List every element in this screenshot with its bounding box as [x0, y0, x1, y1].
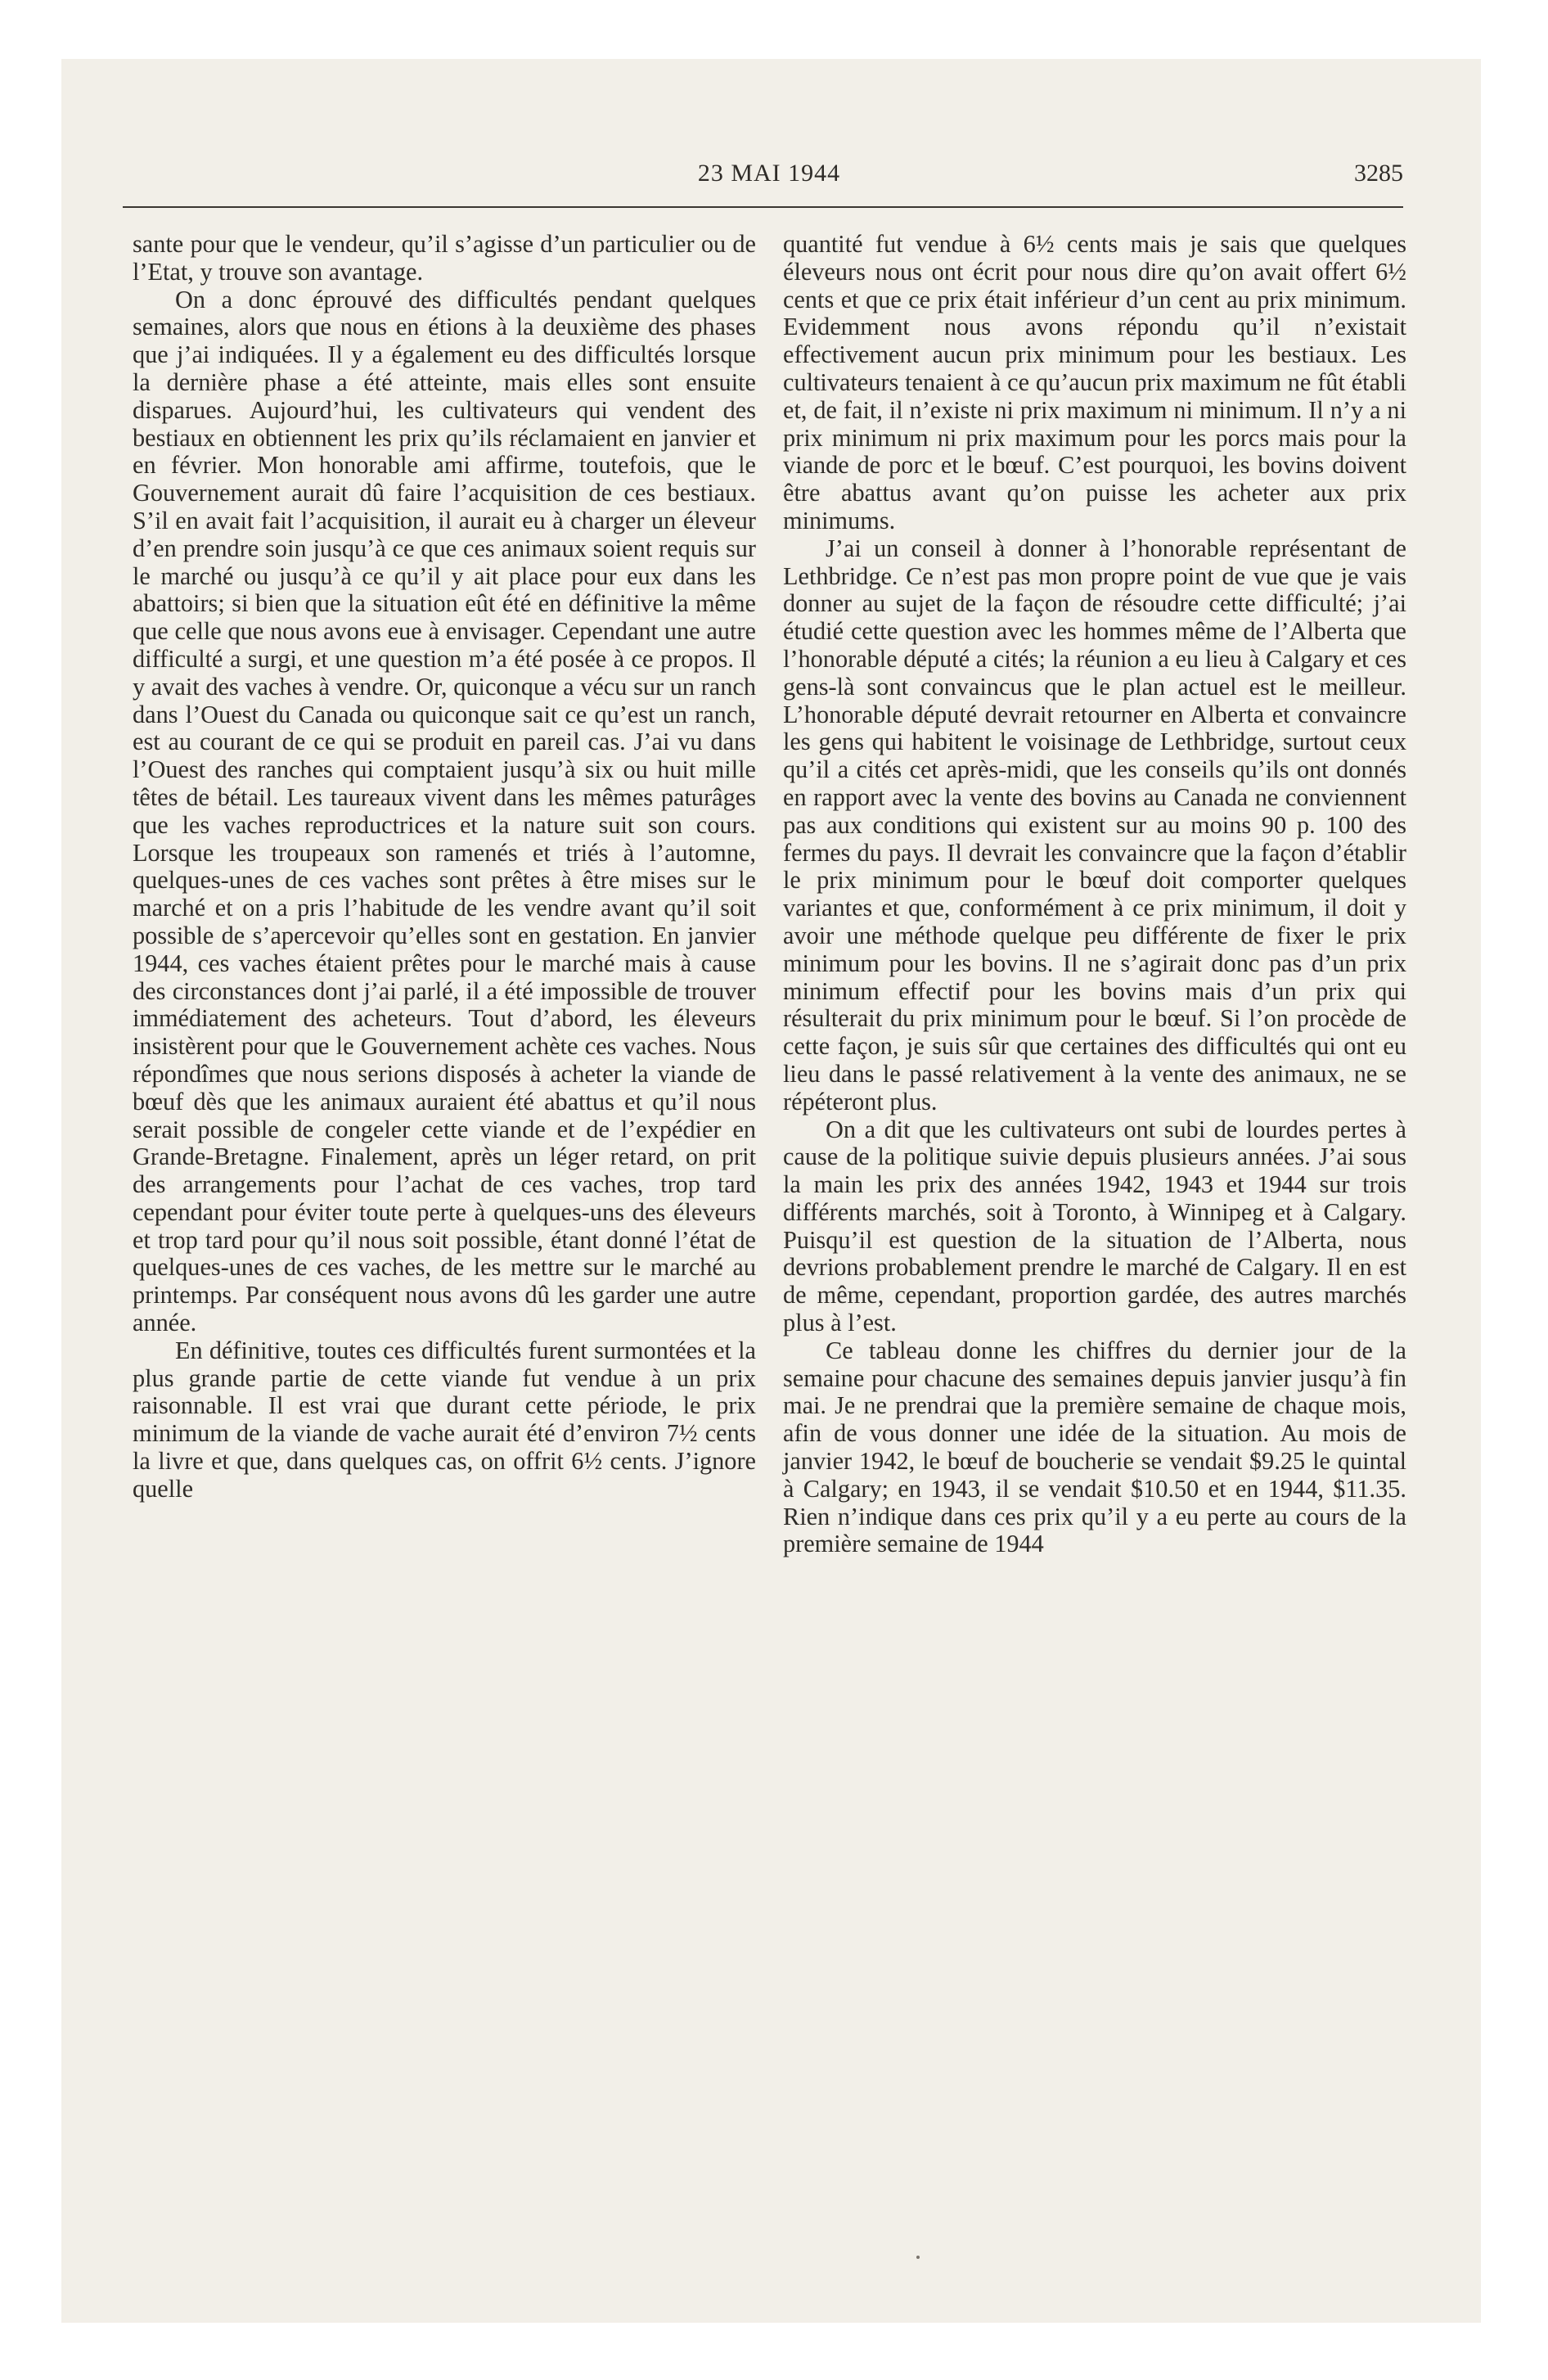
header-rule: [123, 206, 1403, 208]
paragraph: quantité fut vendue à 6½ cents mais je sais que quelques éleveurs nous ont écrit pour nous dire qu’on avait offert 6½ cents et que ce prix était inférieur d’un cent au prix minimum. Evidemment nous avons répondu qu’il n’existait effectivement aucun prix minimum pour les bestiaux. Les cultivateurs tenaient à ce qu’aucun prix maximum ne fût établi et, de fait, il n’existe ni prix maximum ni minimum. Il n’y a ni prix minimum ni prix maximum pour les porcs mais pour la viande de porc et le bœuf. C’est pourquoi, les bovins doivent être abattus avant qu’on puisse les acheter aux prix minimums.: [783, 230, 1406, 534]
paragraph: On a dit que les cultivateurs ont subi de lourdes pertes à cause de la politique suivie depuis plusieurs années. J’ai sous la main les prix des années 1942, 1943 et 1944 sur trois différents marchés, soit à Toronto, à Winnipeg et à Calgary. Puisqu’il est question de la situation de l’Alberta, nous devrions probablement prendre le marché de Calgary. Il en est de même, cependant, proportion gardée, des autres marchés plus à l’est.: [783, 1115, 1406, 1337]
paragraph: On a donc éprouvé des difficultés pendant quelques semaines, alors que nous en étions à la deuxième des phases que j’ai indiquées. Il y a également eu des difficultés lorsque la dernière phase a été atteinte, mais elles sont ensuite disparues. Aujourd’hui, les cultivateurs qui vendent des bestiaux en obtiennent les prix qu’ils réclamaient en janvier et en février. Mon honorable ami affirme, toutefois, que le Gouvernement aurait dû faire l’acquisition de ces bestiaux. S’il en avait fait l’acquisition, il aurait eu à charger un éleveur d’en prendre soin jusqu’à ce que ces animaux soient requis sur le marché ou jusqu’à ce qu’il y ait place pour eux dans les abattoirs; si bien que la situation eût été en définitive la même que celle que nous avons eue à envisager. Cependant une autre difficulté a surgi, et une question m’a été posée à ce propos. Il y avait des vaches à vendre. Or, quiconque a vécu sur un ranch dans l’Ouest du Canada ou quiconque sait ce qu’est un ranch, est au courant de ce qui se produit en pareil cas. J’ai vu dans l’Ouest des ranches qui comptaient jusqu’à six ou huit mille têtes de bétail. Les taureaux vivent dans les mêmes paturâges que les vaches reproductrices et la nature suit son cours. Lorsque les troupeaux son ramenés et triés à l’automne, quelques-unes de ces vaches sont prêtes à être mises sur le marché et on a pris l’habitude de les vendre avant qu’il soit possible de s’apercevoir qu’elles sont en gestation. En janvier 1944, ces vaches étaient prêtes pour le marché mais à cause des circonstances dont j’ai parlé, il a été impossible de trouver immédiatement des acheteurs. Tout d’abord, les éleveurs insistèrent pour que le Gouvernement achète ces vaches. Nous répondîmes que nous serions disposés à acheter la viande de bœuf dès que les animaux auraient été abattus et qu’il nous serait possible de congeler cette viande et de l’expédier en Grande-Bretagne. Finalement, après un léger retard, on prit des arrangements pour l’achat de ces vaches, trop tard cependant pour éviter toute perte à quelques-uns des éleveurs et trop tard pour qu’il nous soit possible, étant donné l’état de quelques-unes de ces vaches, de les mettre sur le marché au printemps. Par conséquent nous avons dû les garder une autre année.: [133, 285, 756, 1337]
running-head-date: 23 MAI 1944: [697, 160, 841, 187]
paragraph: sante pour que le vendeur, qu’il s’agisse d’un particulier ou de l’Etat, y trouve son avantage.: [133, 230, 756, 286]
right-column: [783, 231, 1406, 1558]
scan-speck: [916, 2256, 920, 2259]
left-column: [133, 231, 756, 1503]
page-header: [135, 160, 1403, 201]
paragraph: J’ai un conseil à donner à l’honorable représentant de Lethbridge. Ce n’est pas mon propre point de vue que je vais donner au sujet de la façon de résoudre cette difficulté; j’ai étudié cette question avec les hommes même de l’Alberta que l’honorable député a cités; la réunion a eu lieu à Calgary et ces gens-là sont convaincus que le plan actuel est le meilleur. L’honorable député devrait retourner en Alberta et convaincre les gens qui habitent le voisinage de Lethbridge, surtout ceux qu’il a cités cet après-midi, que les conseils qu’ils ont donnés en rapport avec la vente des bovins au Canada ne conviennent pas aux conditions qui existent sur au moins 90 p. 100 des fermes du pays. Il devrait les convaincre que la façon d’établir le prix minimum pour le bœuf doit comporter quelques variantes et que, conformément à ce prix minimum, il doit y avoir une méthode quelque peu différente de fixer le prix minimum pour les bovins. Il ne s’agirait donc pas d’un prix minimum effectif pour les bovins mais d’un prix qui résulterait du prix minimum pour le bœuf. Si l’on procède de cette façon, je suis sûr que certaines des difficultés qui ont eu lieu dans le passé relativement à la vente des animaux, ne se répéteront plus.: [783, 534, 1406, 1116]
paragraph: Ce tableau donne les chiffres du dernier jour de la semaine pour chacune des semaines depuis janvier jusqu’à fin mai. Je ne prendrai que la première semaine de chaque mois, afin de vous donner une idée de la situation. Au mois de janvier 1942, le bœuf de boucherie se vendait $9.25 le quintal à Calgary; en 1943, il se vendait $10.50 et en 1944, $11.35. Rien n’indique dans ces prix qu’il y a eu perte au cours de la première semaine de 1944: [783, 1336, 1406, 1558]
page-number: 3285: [1354, 160, 1403, 187]
paragraph: En définitive, toutes ces difficultés furent surmontées et la plus grande partie de cette viande fut vendue à un prix raisonnable. Il est vrai que durant cette période, le prix minimum de la viande de vache aurait été d’environ 7½ cents la livre et que, dans quelques cas, on offrit 6½ cents. J’ignore quelle: [133, 1336, 756, 1503]
